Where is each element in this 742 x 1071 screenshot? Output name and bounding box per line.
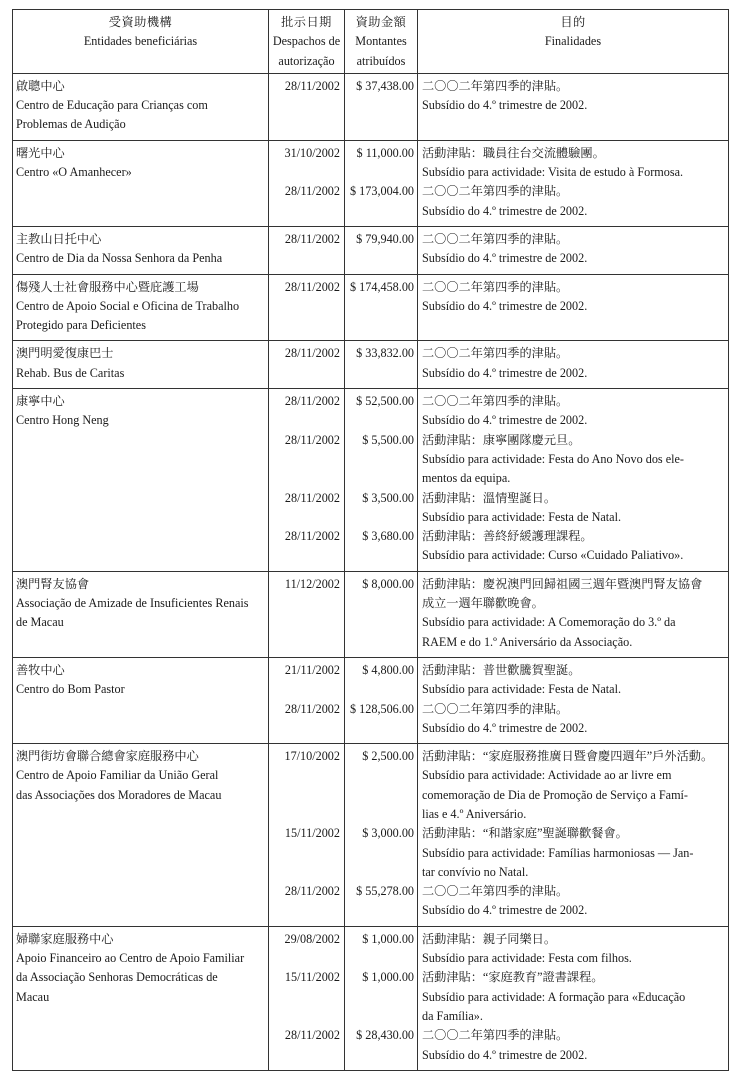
entity-line: Macau: [16, 989, 50, 1004]
amount-line: $ 128,506.00: [350, 701, 414, 716]
entity-line: Protegido para Deficientes: [16, 318, 146, 333]
header-purpose: [418, 10, 729, 74]
table-row: [13, 744, 729, 927]
purpose-line: 活動津貼：“和諧家庭”聖誕聯歡餐會。: [422, 826, 628, 841]
purpose-line: 活動津貼：慶祝澳門回歸祖國三週年暨澳門腎友協會: [422, 576, 703, 591]
header-date-zh: 批示日期: [281, 15, 332, 29]
date-line: 21/11/2002: [284, 662, 340, 677]
purpose-line: Subsídio do 4.º trimestre de 2002.: [422, 298, 588, 313]
date-line: [269, 469, 340, 488]
amount-line: $ 3,500.00: [362, 490, 414, 505]
date-cell: [269, 571, 345, 657]
amount-line: $ 52,500.00: [356, 394, 414, 409]
date-cell: [269, 341, 345, 389]
amount-cell: [345, 140, 418, 226]
entity-line: da Associação Senhoras Democráticas de: [16, 970, 218, 985]
purpose-line: 活動津貼：親子同樂日。: [422, 931, 557, 946]
header-date-pt2: autorização: [278, 53, 335, 68]
table-row: [13, 274, 729, 341]
date-cell: [269, 226, 345, 274]
entity-line: Apoio Financeiro ao Centro de Apoio Familiar: [16, 951, 245, 966]
entity-line: de Macau: [16, 615, 64, 630]
purpose-line: 二〇〇二年第四季的津貼。: [422, 1028, 569, 1043]
entity-line: 善牧中心: [16, 662, 65, 677]
amount-line: $ 5,500.00: [362, 432, 414, 447]
entity-line: 澳門腎友協會: [16, 576, 90, 591]
amount-line: $ 79,940.00: [356, 231, 414, 246]
entity-cell: [13, 744, 269, 927]
subsidy-table: [12, 9, 729, 1071]
purpose-line: 活動津貼：溫情聖誕日。: [422, 490, 557, 505]
purpose-cell: [418, 389, 729, 572]
purpose-line: 活動津貼：職員往台交流體驗團。: [422, 145, 605, 160]
table-row: [13, 389, 729, 572]
amount-line: [345, 508, 414, 527]
date-line: [269, 786, 340, 805]
date-line: 28/11/2002: [284, 394, 340, 409]
purpose-line: Subsídio para actividade: Festa de Natal.: [422, 682, 622, 697]
entity-line: Centro de Dia da Nossa Senhora da Penha: [16, 251, 223, 266]
purpose-line: lias e 4.º Aniversário.: [422, 806, 527, 821]
purpose-line: Subsídio para actividade: A Comemoração do 3.º da: [422, 615, 676, 630]
table-body: [13, 73, 729, 1070]
date-cell: [269, 926, 345, 1070]
purpose-line: Subsídio do 4.º trimestre de 2002.: [422, 1047, 588, 1062]
purpose-line: Subsídio para actividade: Visita de estudo à Formosa.: [422, 165, 684, 180]
date-line: 31/10/2002: [284, 145, 340, 160]
purpose-cell: [418, 926, 729, 1070]
purpose-line: Subsídio para actividade: A formação para «Educação: [422, 989, 686, 1004]
amount-line: $ 11,000.00: [356, 145, 414, 160]
table-row: [13, 926, 729, 1070]
header-date: [269, 10, 345, 74]
amount-cell: [345, 389, 418, 572]
header-amount-pt2: atribuídos: [356, 53, 406, 68]
purpose-line: 二〇〇二年第四季的津貼。: [422, 346, 569, 361]
header-purpose-pt: Finalidades: [544, 34, 602, 49]
purpose-line: 成立一週年聯歡晚會。: [422, 596, 544, 611]
purpose-line: Subsídio do 4.º trimestre de 2002.: [422, 203, 588, 218]
purpose-line: RAEM e do 1.º Aniversário da Associação.: [422, 634, 633, 649]
date-line: 28/11/2002: [284, 432, 340, 447]
entity-line: Problemas de Audição: [16, 117, 126, 132]
date-cell: [269, 389, 345, 572]
purpose-line: comemoração de Dia de Promoção de Serviço a Famí-: [422, 787, 688, 802]
purpose-cell: [418, 744, 729, 927]
date-line: 28/11/2002: [284, 490, 340, 505]
entity-line: 啟聰中心: [16, 78, 65, 93]
entity-line: Centro Hong Neng: [16, 413, 109, 428]
table-row: [13, 226, 729, 274]
amount-cell: [345, 274, 418, 341]
purpose-line: Subsídio do 4.º trimestre de 2002.: [422, 413, 588, 428]
amount-cell: [345, 744, 418, 927]
amount-cell: [345, 657, 418, 743]
date-line: [269, 450, 340, 469]
amount-line: [345, 786, 414, 805]
date-cell: [269, 657, 345, 743]
amount-line: $ 173,004.00: [350, 184, 414, 199]
amount-cell: [345, 926, 418, 1070]
purpose-cell: [418, 571, 729, 657]
header-entity-zh: 受資助機構: [108, 15, 173, 29]
purpose-line: Subsídio para actividade: Festa com filhos.: [422, 951, 632, 966]
purpose-line: mentos da equipa.: [422, 471, 511, 486]
amount-line: [345, 450, 414, 469]
date-line: 28/11/2002: [284, 529, 340, 544]
purpose-line: 二〇〇二年第四季的津貼。: [422, 884, 569, 899]
entity-line: 主教山日托中心: [16, 231, 102, 246]
date-cell: [269, 73, 345, 140]
header-amount-pt1: Montantes: [355, 34, 407, 49]
entity-cell: [13, 140, 269, 226]
table-row: [13, 73, 729, 140]
amount-line: $ 55,278.00: [356, 884, 414, 899]
entity-cell: [13, 226, 269, 274]
entity-cell: [13, 274, 269, 341]
purpose-line: 二〇〇二年第四季的津貼。: [422, 279, 569, 294]
amount-line: [345, 844, 414, 863]
amount-line: [345, 1007, 414, 1026]
entity-line: Rehab. Bus de Caritas: [16, 365, 125, 380]
date-line: 29/08/2002: [284, 931, 340, 946]
purpose-cell: [418, 140, 729, 226]
entity-line: 曙光中心: [16, 145, 65, 160]
table-header-row: [13, 10, 729, 74]
amount-line: [345, 163, 414, 182]
purpose-line: 二〇〇二年第四季的津貼。: [422, 184, 569, 199]
purpose-cell: [418, 73, 729, 140]
amount-line: [345, 766, 414, 785]
entity-line: Centro de Educação para Crianças com: [16, 98, 208, 113]
purpose-line: Subsídio para actividade: Festa de Natal.: [422, 509, 622, 524]
date-line: 28/11/2002: [284, 884, 340, 899]
purpose-line: 活動津貼：“家庭教育”證書課程。: [422, 970, 604, 985]
date-cell: [269, 744, 345, 927]
entity-line: 澳門明愛復康巴士: [16, 346, 114, 361]
purpose-line: 二〇〇二年第四季的津貼。: [422, 701, 569, 716]
purpose-line: Subsídio do 4.º trimestre de 2002.: [422, 720, 588, 735]
table-row: [13, 657, 729, 743]
entity-line: Centro de Apoio Familiar da União Geral: [16, 768, 219, 783]
entity-cell: [13, 926, 269, 1070]
amount-line: $ 28,430.00: [356, 1028, 414, 1043]
purpose-line: Subsídio para actividade: Actividade ao ar livre em: [422, 768, 672, 783]
purpose-cell: [418, 341, 729, 389]
purpose-line: Subsídio do 4.º trimestre de 2002.: [422, 251, 588, 266]
date-line: 28/11/2002: [284, 78, 340, 93]
entity-line: Associação de Amizade de Insuficientes Renais: [16, 596, 249, 611]
purpose-line: Subsídio do 4.º trimestre de 2002.: [422, 903, 588, 918]
date-line: 28/11/2002: [284, 1028, 340, 1043]
purpose-cell: [418, 226, 729, 274]
entity-line: das Associações dos Moradores de Macau: [16, 787, 222, 802]
purpose-line: tar convívio no Natal.: [422, 864, 529, 879]
purpose-line: 二〇〇二年第四季的津貼。: [422, 394, 569, 409]
purpose-line: Subsídio do 4.º trimestre de 2002.: [422, 365, 588, 380]
date-line: [269, 805, 340, 824]
amount-cell: [345, 226, 418, 274]
amount-line: $ 8,000.00: [362, 576, 414, 591]
date-line: 28/11/2002: [284, 184, 340, 199]
amount-line: $ 1,000.00: [362, 931, 414, 946]
header-date-pt1: Despachos de: [272, 34, 341, 49]
entity-cell: [13, 341, 269, 389]
date-cell: [269, 140, 345, 226]
date-line: 17/10/2002: [284, 749, 340, 764]
date-line: [269, 411, 340, 430]
purpose-cell: [418, 274, 729, 341]
amount-cell: [345, 341, 418, 389]
date-line: 28/11/2002: [284, 346, 340, 361]
date-line: [269, 508, 340, 527]
entity-cell: [13, 571, 269, 657]
amount-line: [345, 863, 414, 882]
entity-line: 澳門街坊會聯合總會家庭服務中心: [16, 749, 199, 764]
entity-line: Centro de Apoio Social e Oficina de Trabalho: [16, 298, 240, 313]
amount-cell: [345, 571, 418, 657]
amount-line: $ 1,000.00: [362, 970, 414, 985]
header-purpose-zh: 目的: [560, 15, 586, 29]
amount-line: $ 2,500.00: [362, 749, 414, 764]
purpose-line: 活動津貼：普世歡騰賀聖誕。: [422, 662, 581, 677]
amount-line: $ 3,000.00: [362, 826, 414, 841]
date-line: [269, 766, 340, 785]
date-line: [269, 1007, 340, 1026]
table-row: [13, 140, 729, 226]
date-line: [269, 863, 340, 882]
entity-line: 婦聯家庭服務中心: [16, 931, 114, 946]
header-entity-pt: Entidades beneficiárias: [83, 34, 198, 49]
purpose-line: Subsídio para actividade: Curso «Cuidado Paliativo».: [422, 548, 684, 563]
entity-line: 傷殘人士社會服務中心暨庇護工場: [16, 279, 199, 294]
date-line: 28/11/2002: [284, 279, 340, 294]
date-line: 15/11/2002: [284, 826, 340, 841]
amount-line: $ 3,680.00: [362, 529, 414, 544]
date-line: [269, 844, 340, 863]
date-line: [269, 988, 340, 1007]
purpose-line: 活動津貼：“家庭服務推廣日暨會慶四週年”戶外活動。: [422, 749, 714, 764]
purpose-line: Subsídio do 4.º trimestre de 2002.: [422, 98, 588, 113]
entity-cell: [13, 73, 269, 140]
amount-line: [345, 469, 414, 488]
date-line: 11/12/2002: [284, 576, 340, 591]
entity-cell: [13, 657, 269, 743]
entity-line: Centro «O Amanhecer»: [16, 165, 132, 180]
entity-cell: [13, 389, 269, 572]
amount-line: $ 174,458.00: [350, 279, 414, 294]
amount-cell: [345, 73, 418, 140]
amount-line: [345, 988, 414, 1007]
date-line: 28/11/2002: [284, 701, 340, 716]
date-cell: [269, 274, 345, 341]
entity-line: Centro do Bom Pastor: [16, 682, 125, 697]
amount-line: [345, 680, 414, 699]
purpose-line: 二〇〇二年第四季的津貼。: [422, 78, 569, 93]
amount-line: [345, 411, 414, 430]
header-amount-zh: 資助金額: [355, 15, 407, 29]
date-line: 28/11/2002: [284, 231, 340, 246]
date-line: [269, 163, 340, 182]
amount-line: [345, 949, 414, 968]
amount-line: $ 4,800.00: [362, 662, 414, 677]
purpose-line: da Família».: [422, 1008, 483, 1023]
date-line: [269, 949, 340, 968]
table-row: [13, 571, 729, 657]
table-row: [13, 341, 729, 389]
date-line: [269, 680, 340, 699]
purpose-line: 活動津貼：康寧團隊慶元旦。: [422, 432, 581, 447]
purpose-line: Subsídio para actividade: Famílias harmoniosas — Jan-: [422, 845, 694, 860]
header-entity: [13, 10, 269, 74]
purpose-cell: [418, 657, 729, 743]
amount-line: $ 37,438.00: [356, 78, 414, 93]
amount-line: [345, 805, 414, 824]
entity-line: 康寧中心: [16, 394, 65, 409]
purpose-line: Subsídio para actividade: Festa do Ano Novo dos ele-: [422, 451, 684, 466]
purpose-line: 活動津貼：善終紓緩護理課程。: [422, 529, 593, 544]
purpose-line: 二〇〇二年第四季的津貼。: [422, 231, 569, 246]
date-line: 15/11/2002: [284, 970, 340, 985]
amount-line: $ 33,832.00: [356, 346, 414, 361]
header-amount: [345, 10, 418, 74]
